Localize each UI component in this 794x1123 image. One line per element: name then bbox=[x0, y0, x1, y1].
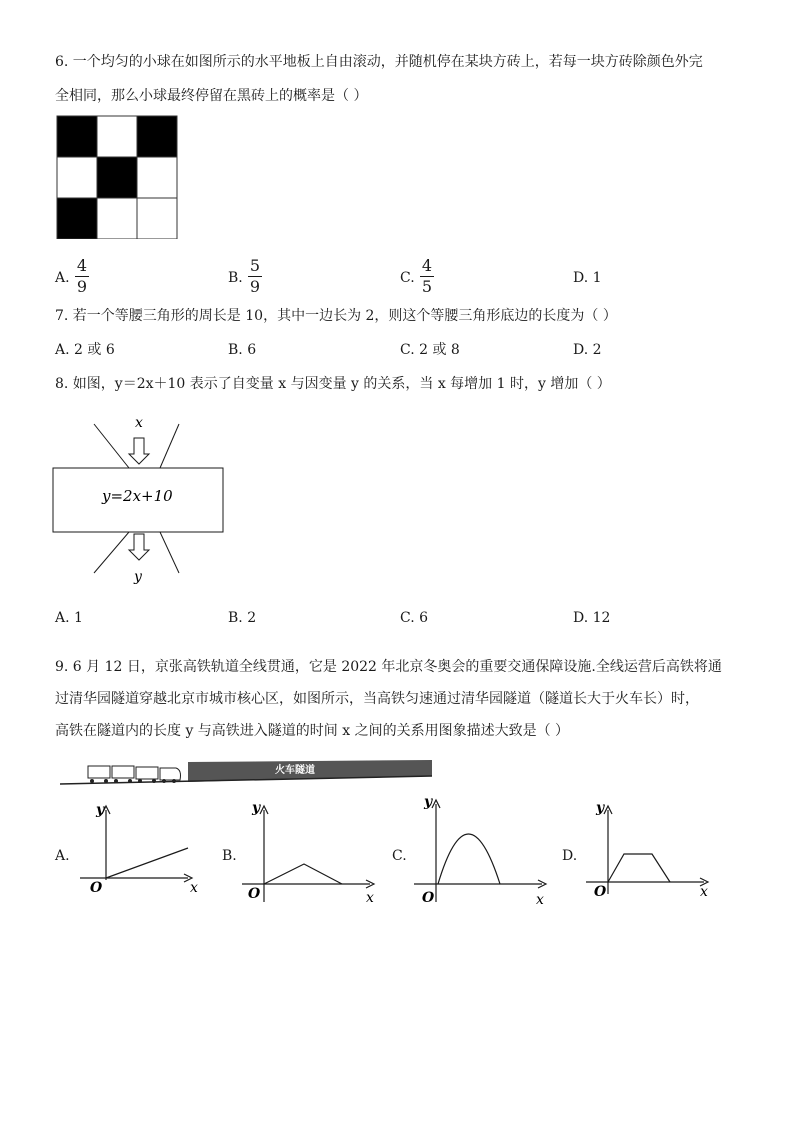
q6-stem-line2: 全相同，那么小球最终停留在黑砖上的概率是（ ） bbox=[55, 88, 368, 104]
q9-stem-line1: 9. 6 月 12 日，京张高铁轨道全线贯通，它是 2022 年北京冬奥会的重要交通保障设施.全线运营后高铁将通 bbox=[55, 659, 722, 675]
tile-white bbox=[137, 157, 177, 198]
q9-stem-line2: 过清华园隧道穿越北京市城市核心区，如图所示，当高铁匀速通过清华园隧道（隧道长大于火车长）时， bbox=[55, 691, 699, 707]
numerator: 5 bbox=[249, 256, 261, 275]
origin-label: O bbox=[90, 880, 103, 896]
q7-option-c[interactable]: C. 2 或 8 bbox=[400, 342, 460, 358]
q9-graph-c[interactable] bbox=[412, 792, 552, 908]
q9-option-a-label[interactable]: A. bbox=[55, 848, 70, 864]
down-arrow-icon bbox=[129, 438, 149, 464]
denominator: 9 bbox=[249, 277, 261, 296]
q9-stem-line3: 高铁在隧道内的长度 y 与高铁进入隧道的时间 x 之间的关系用图象描述大致是（ ） bbox=[55, 723, 570, 739]
q8-option-d[interactable]: D. 12 bbox=[573, 610, 611, 626]
origin-label: O bbox=[594, 884, 607, 900]
train-car bbox=[112, 766, 134, 778]
q8-option-b[interactable]: B. 2 bbox=[228, 610, 257, 626]
graph-curve bbox=[438, 834, 500, 884]
tunnel-label: 火车隧道 bbox=[275, 765, 315, 776]
option-label: D. bbox=[573, 270, 589, 286]
numerator: 4 bbox=[421, 256, 433, 275]
q6-stem-line1: 6. 一个均匀的小球在如图所示的水平地板上自由滚动，并随机停在某块方砖上，若每一块方砖除颜色外完 bbox=[55, 54, 703, 70]
y-axis-label: y bbox=[424, 794, 433, 810]
q8-option-c[interactable]: C. 6 bbox=[400, 610, 429, 626]
funnel-line bbox=[160, 532, 179, 573]
origin-label: O bbox=[248, 886, 261, 902]
tile-white bbox=[97, 198, 137, 239]
q7-option-b[interactable]: B. 6 bbox=[228, 342, 257, 358]
x-axis-label: x bbox=[700, 884, 708, 900]
down-arrow-icon bbox=[129, 534, 149, 560]
denominator: 9 bbox=[76, 277, 88, 296]
q8-option-a[interactable]: A. 1 bbox=[55, 610, 83, 626]
tile-white bbox=[57, 157, 97, 198]
numerator: 4 bbox=[76, 256, 88, 275]
q7-stem: 7. 若一个等腰三角形的周长是 10，其中一边长为 2，则这个等腰三角形底边的长度为（ ） bbox=[55, 308, 617, 324]
q8-stem: 8. 如图，y＝2x＋10 表示了自变量 x 与因变量 y 的关系，当 x 每增加 1 时，y 增加（ ） bbox=[55, 376, 611, 392]
q7-option-a[interactable]: A. 2 或 6 bbox=[55, 342, 115, 358]
output-label: y bbox=[134, 569, 142, 585]
x-axis-label: x bbox=[366, 890, 374, 906]
tile-white bbox=[97, 116, 137, 157]
q6-option-b-label[interactable]: B. bbox=[228, 270, 243, 286]
y-axis-label: y bbox=[252, 800, 261, 816]
q9-graph-b[interactable] bbox=[240, 798, 380, 908]
tunnel-illustration bbox=[60, 756, 432, 790]
train-car bbox=[88, 766, 110, 778]
q6-option-c-fraction[interactable] bbox=[420, 257, 434, 296]
q7-option-d[interactable]: D. 2 bbox=[573, 342, 602, 358]
tile-white bbox=[137, 198, 177, 239]
x-axis-label: x bbox=[190, 880, 198, 896]
q6-option-a-label[interactable]: A. bbox=[55, 270, 70, 286]
tile-black bbox=[57, 198, 97, 239]
y-axis-label: y bbox=[596, 800, 605, 816]
train-head bbox=[160, 768, 181, 780]
y-axis-label: y bbox=[96, 802, 105, 818]
q9-option-c-label[interactable]: C. bbox=[392, 848, 407, 864]
q9-option-d-label[interactable]: D. bbox=[562, 848, 578, 864]
tile-grid bbox=[56, 115, 178, 239]
q6-option-d[interactable] bbox=[573, 268, 602, 288]
tile-black bbox=[57, 116, 97, 157]
x-axis-label: x bbox=[536, 892, 544, 908]
input-label: x bbox=[135, 415, 143, 431]
q9-option-b-label[interactable]: B. bbox=[222, 848, 237, 864]
q9-graph-a[interactable] bbox=[78, 800, 208, 900]
q6-option-c-label[interactable]: C. bbox=[400, 270, 415, 286]
denominator: 5 bbox=[421, 277, 433, 296]
function-machine-diagram bbox=[50, 410, 240, 590]
funnel-line bbox=[94, 424, 129, 468]
tile-black bbox=[97, 157, 137, 198]
graph-curve bbox=[106, 848, 188, 878]
graph-curve bbox=[608, 854, 670, 882]
tile-black bbox=[137, 116, 177, 157]
formula-label: y=2x+10 bbox=[102, 487, 173, 505]
funnel-line bbox=[160, 424, 179, 468]
q6-option-a-fraction[interactable] bbox=[75, 257, 89, 296]
option-value: 1 bbox=[592, 270, 602, 286]
origin-label: O bbox=[422, 890, 435, 906]
funnel-line bbox=[94, 532, 129, 573]
q6-option-b-fraction[interactable] bbox=[248, 257, 262, 296]
train-car bbox=[136, 767, 158, 779]
q9-graph-d[interactable] bbox=[582, 798, 722, 902]
graph-curve bbox=[264, 864, 342, 884]
